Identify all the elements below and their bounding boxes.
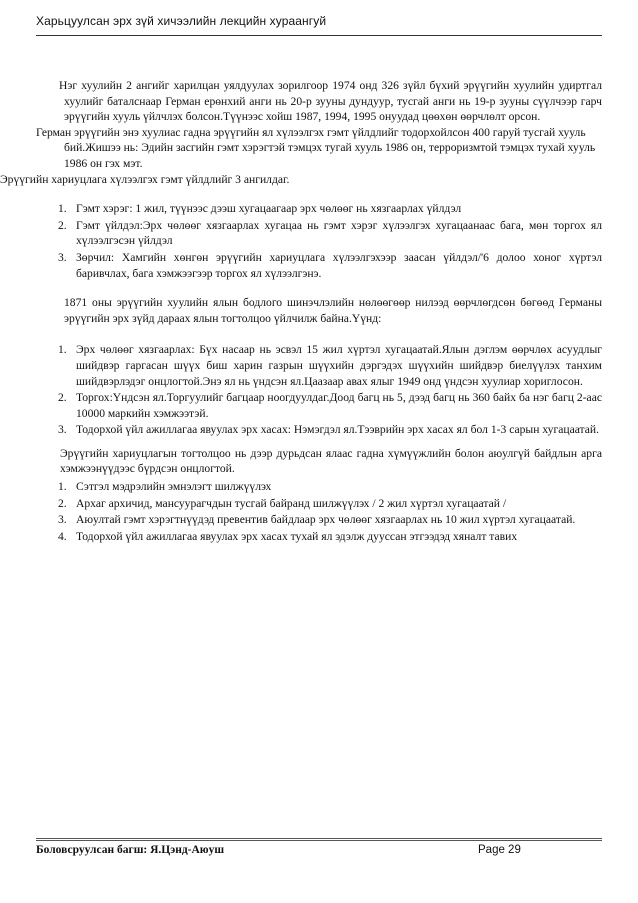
list-item [4,422,602,438]
list-number: 2. [58,218,67,232]
footer-divider [36,838,602,841]
list-text: Эрх чөлөөг хязгаарлах: Бүх насаар нь эсвэл 15 жил хүртэл хугацаатай.Ялын дэглэм өөрчлөх асуудлыг шийдвэр гаргасан шүүх биш харин газрын шүүхийн дэргэдэх шүүхийн шийдвэр биелүүлэх танхим шийдвэрлэдэг онцлогтой.Энэ ял нь үндсэн ял.Цаазаар авах ялыг 1949 онд үндсэн хуулиар хориглосон. [76,343,602,388]
punishment-system-list [4,342,602,438]
paragraph-4: 1871 оны эрүүгийн хуулийн ялын бодлого шинэчлэлийн нөлөөгөөр нилээд өөрчлөгдсөн бөгөөд Германы эрүүгийн эрх зүйд дараах ялын тогтолцоо үйлчилж байна.Үүнд: [64,296,602,325]
list-item [4,201,602,217]
header-divider [36,35,602,36]
footer-author: Боловсруулсан багш: Я.Цэнд-Аюуш [36,844,225,856]
list-item [4,529,602,545]
list-text: Аюултай гэмт хэрэгтнүүдэд превентив байдлаар эрх чөлөөг хязгаарлах нь 10 жил хүртэл хугацаатай. [76,513,576,527]
list-item [4,218,602,249]
list-item [4,390,602,421]
list-number: 1. [58,202,67,216]
list-number: 3. [58,250,67,264]
security-measures-list [4,479,602,544]
list-text: Гэмт хэрэг: 1 жил, түүнээс дээш хугацаагаар эрх чөлөөг нь хязгаарлах үйлдэл [76,202,462,216]
list-number: 3. [58,423,67,437]
list-text: Гэмт үйлдэл:Эрх чөлөөг хязгаарлах хугацаа нь гэмт хэрэг хүлээлгэх хугацаанаас бага, мөн торгох ял хүлээлгэсэн үйлдэл [76,218,602,248]
list-number: 2. [58,391,67,405]
page-number: Page 29 [478,844,521,856]
list-text: Архаг архичид, мансуурагчдын тусгай байранд шилжүүлэх / 2 жил хүртэл хугацаатай / [76,496,507,510]
list-item [4,479,602,495]
list-text: Тодорхой үйл ажиллагаа явуулах эрх хасах тухай ял эдэлж дууссан этгээдэд хяналт тавих [76,529,518,543]
document-body [0,78,602,552]
list-text: Торгох:Үндсэн ял.Торгуулийг багцаар ноогдуулдаг.Доод багц нь 5, дээд багц нь 360 байх ба нэг багц 2-аас 10000 маркийн хэмжээтэй. [76,391,602,420]
list-item [4,342,602,389]
list-number: 1. [58,480,67,494]
offense-classification-list [4,201,602,281]
list-number: 3. [58,513,67,527]
list-number: 4. [58,529,67,543]
paragraph-5: Эрүүгийн хариуцлагын тогтолцоо нь дээр дурьдсан ялаас гадна хүмүүжлийн болон аюулгүй байдлын арга хэмжээнүүдээс бүрдсэн онцлогтой. [60,446,602,476]
list-number: 2. [58,496,67,510]
paragraph-3: Эрүүгийн хариуцлага хүлээлгэх гэмт үйлдлийг 3 ангилдаг. [0,172,290,186]
list-item [4,512,602,528]
list-item [4,250,602,281]
paragraph-2: Герман эрүүгийн энэ хуулиас гадна эрүүгийн ял хүлээлгэх гэмт үйлдлийг тодорхойлсон 400 гаруй тусгай хууль бий.Жишээ нь: Эдийн засгийн гэмт хэрэгтэй тэмцэх тугай хууль 1986 он, терроризмтой тэмцэх тухай хууль 1986 он гэх мэт. [36,125,596,170]
list-item [4,496,602,512]
page-header: Харьцуулсан эрх зүй хичээлийн лекцийн хураангуй [36,14,327,28]
list-text: Тодорхой үйл ажиллагаа явуулах эрх хасах: Нэмэгдэл ял.Тээврийн эрх хасах ял бол 1-3 сарын хугацаатай. [76,423,600,437]
paragraph-1: Нэг хуулийн 2 ангийг харилцан уялдуулах зорилгоор 1974 онд 326 зүйл бүхий эрүүгийн хуулийн удиртгал хуулийг баталснаар Герман ерөнхий анги нь 20-р зууны дундуур, тусгай анги нь 19-р зууны сүүлчээр гарч эрүүгийн хууль үйлчлэх болсон.Түүнээс хойш 1987, 1994, 1995 онуудад цөөхөн өөрчлөлт орсон. [59,79,602,124]
list-number: 1. [58,343,67,357]
list-text: Сэтгэл мэдрэлийн эмнэлэгт шилжүүлэх [76,480,272,494]
list-text: Зөрчил: Хамгийн хөнгөн эрүүгийн хариуцлага хүлээлгэхээр заасан үйлдэл/'6 долоо хоног хүртэл баривчлах, бага хэмжээгээр торгох ял хүлээлгэнэ. [76,250,602,280]
